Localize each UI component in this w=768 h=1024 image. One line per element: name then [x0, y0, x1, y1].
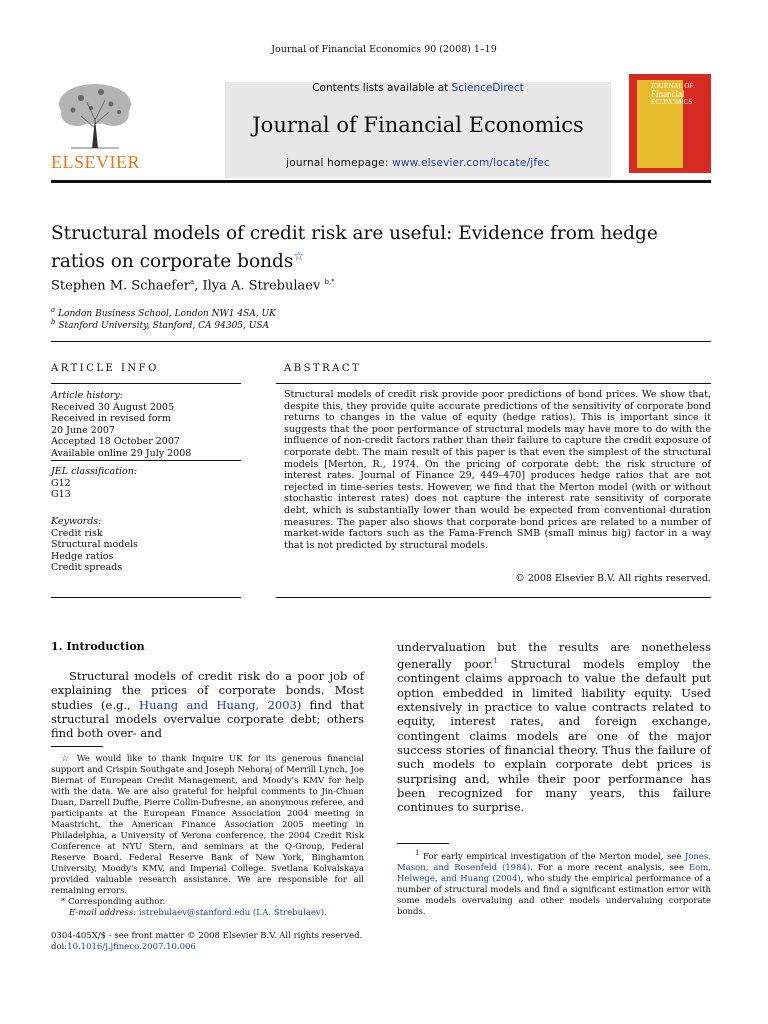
footnote-text: We would like to thank Inquire UK for its generous financial support and Crispin Southgate and Joseph Nehoraj of Merrill Lynch, Joe Biernat of European Credit Management, and Moody's KMV for help with the data. We are also grateful for helpful comments to Jin-Chuan Duan, Darrell Duffie, Pierre Collin-Dufresne, an anonymous referee, and participants at the European Finance Association 2004 meeting in Maastricht, the American Finance Association 2005 meeting in Philadelphia, a University of Verona conference, the 2004 Credit Risk Conference at NYU Stern, and seminars at the Q-Group, Federal Reserve Board, Federal Reserve Bank of New York, Binghamton University, Moody's KMV, and Imperial College. Svetlana Kolvalskaya provided valuable research assistance. We are responsible for all remaining errors. [51, 754, 364, 896]
contents-prefix: Contents lists available at [312, 82, 452, 94]
abstract-heading: ABSTRACT [284, 363, 362, 374]
abstract-copyright: © 2008 Elsevier B.V. All rights reserved. [515, 573, 711, 584]
corresponding-author: * Corresponding author. [61, 897, 166, 907]
homepage-prefix: journal homepage: [286, 157, 393, 169]
paragraph-text: ) find that structural models overvalue corporate debt; others find both over- and [51, 697, 364, 741]
author-affil-mark: a [190, 278, 195, 286]
intro-paragraph-right [397, 640, 711, 814]
sciencedirect-link[interactable]: ScienceDirect [451, 82, 524, 94]
title-line1: Structural models of credit risk are useful: Evidence from hedge [51, 223, 658, 244]
doi-line [51, 942, 362, 953]
cover-title-line2: Financial [651, 89, 685, 99]
cover-title [651, 82, 693, 106]
keyword: Structural models [51, 539, 138, 551]
journal-citation: Journal of Financial Economics 90 (2008) 1–19 [271, 44, 497, 55]
header-rule [51, 180, 711, 183]
footnote-text: . For a more recent analysis, see [530, 862, 689, 873]
email-link[interactable]: istrebulaev@stanford.edu (I.A. Strebulaev). [138, 908, 327, 918]
section-heading-introduction: 1. Introduction [51, 640, 145, 653]
keyword: Credit risk [51, 527, 103, 539]
footnote-1-ref[interactable]: 1 [493, 657, 498, 666]
paragraph-text: Structural models of credit risk do a poor job of explaining the prices of corporate bonds. Most studies (e.g., [51, 669, 364, 712]
keyword: Credit spreads [51, 562, 123, 574]
history-label: Article history: [51, 390, 123, 401]
issn-line: 0304-405X/$ - see front matter © 2008 Elsevier B.V. All rights reserved. [51, 931, 363, 941]
contents-line [225, 82, 611, 94]
divider [276, 597, 711, 598]
keywords-label: Keywords: [51, 516, 102, 527]
doi-label: doi: [51, 942, 68, 952]
email-label: E-mail address: [69, 908, 139, 918]
citation-link[interactable]: Huang and Huang, 2003 [139, 697, 297, 712]
divider [51, 341, 711, 342]
title-line2: ratios on corporate bonds [51, 251, 294, 273]
citation-link[interactable]: Jones, Mason, and Rosenfeld (1984) [397, 851, 711, 873]
jel-label: JEL classification: [51, 466, 138, 477]
footnote-1 [397, 848, 711, 918]
keywords [51, 516, 241, 574]
affiliation-text: Stanford University, Stanford, CA 94305, USA [58, 321, 270, 331]
history-item: 20 June 2007 [51, 424, 115, 436]
front-matter-notice [51, 931, 362, 953]
footnote-number: 1 [415, 849, 420, 857]
homepage-line [225, 157, 611, 169]
article-history [51, 390, 241, 460]
author-name: Ilya A. Strebulaev [202, 278, 321, 294]
jel-code: G13 [51, 489, 71, 501]
journal-title: Journal of Financial Economics [252, 113, 584, 137]
history-item: Received 30 August 2005 [51, 401, 175, 413]
jel-classification [51, 466, 241, 501]
email-line [51, 908, 364, 919]
article-info-heading: ARTICLE INFO [51, 363, 159, 374]
cover-title-line3: ECONOMICS [651, 98, 693, 106]
affiliation-b: $^b$ Stanford University, Stanford, CA 94305, USA [51, 318, 270, 331]
footnote-rule [51, 746, 103, 747]
footnote-text: , who study the empirical performance of a number of structural models and find a significant estimation error with some models overvaluing and other models undervaluing corporate bonds. [397, 873, 711, 917]
article-title [51, 222, 701, 273]
history-item: Received in revised form [51, 413, 171, 425]
footnote-acknowledgement [51, 754, 364, 919]
paragraph-text: Structural models employ the contingent claims approach to value the default put option embedded in limited liability equity. Used extensively in practice to value contracts related to equity, interest rates, and foreign exchange, contingent claims models are one of the major success stories of financial theory. Thus the failure of such models to explain corporate debt prices is surprising and, while their poor performance has been recognized for many years, this failure continues to surprise. [397, 657, 711, 815]
footnote-rule [397, 843, 449, 844]
jel-code: G12 [51, 477, 71, 489]
journal-cover-image [629, 74, 711, 173]
author-name: Stephen M. Schaefer [51, 278, 191, 294]
divider [51, 460, 241, 461]
author-list: Stephen M. Schaefer$^a$, Ilya A. Strebulaev $^{b,*}$ [51, 278, 335, 294]
affiliation-a: $^a$ London Business School, London NW1 4SA, UK [51, 306, 276, 319]
title-footnote-mark[interactable]: ☆ [293, 249, 305, 263]
author-affil-mark: b,* [324, 278, 335, 286]
intro-paragraph-left [51, 669, 364, 740]
divider [51, 383, 241, 384]
homepage-link[interactable]: www.elsevier.com/locate/jfec [392, 157, 550, 169]
doi-link[interactable]: 10.1016/j.jfineco.2007.10.006 [67, 942, 196, 952]
keyword: Hedge ratios [51, 550, 114, 562]
paragraph-text: undervaluation but the results are nonetheless generally poor. [397, 640, 711, 672]
footnote-text: For early empirical investigation of the Merton model, see [419, 851, 685, 862]
history-item: Accepted 18 October 2007 [51, 436, 180, 448]
divider [276, 383, 711, 384]
citation-link[interactable]: Eom, Helwege, and Huang (2004) [397, 862, 712, 884]
cover-title-line1: JOURNAL OF [651, 82, 694, 90]
divider [51, 597, 241, 598]
footnote-star-mark: ☆ [61, 754, 72, 764]
abstract-text: Structural models of credit risk provide poor predictions of bond prices. We show that, despite this, they provide quite accurate predictions of the sensitivity of corporate bond returns to changes in the value of equity (hedge ratios). This is important since it suggests that the poor performance of structural models may have more to do with the influence of non-credit factors rather than their failure to capture the credit exposure of corporate debt. The main result of this paper is that even the simplest of the structural models [Merton, R., 1974. On the pricing of corporate debt: the risk structure of interest rates. Journal of Finance 29, 449–470] produces hedge ratios that are not rejected in time-series tests. However, we find that the Merton model (with or without stochastic interest rates) does not capture the interest rate sensitivity of corporate debt, which is substantially lower than would be expected from conventional duration measures. The paper also shows that corporate bond prices are related to a number of market-wide factors such as the Fama-French SMB (small minus big) factor in a way that is not predicted by structural models. [284, 389, 711, 551]
affiliation-text: London Business School, London NW1 4SA, UK [58, 309, 276, 319]
history-item: Available online 29 July 2008 [51, 447, 192, 459]
elsevier-wordmark: ELSEVIER [51, 152, 140, 172]
